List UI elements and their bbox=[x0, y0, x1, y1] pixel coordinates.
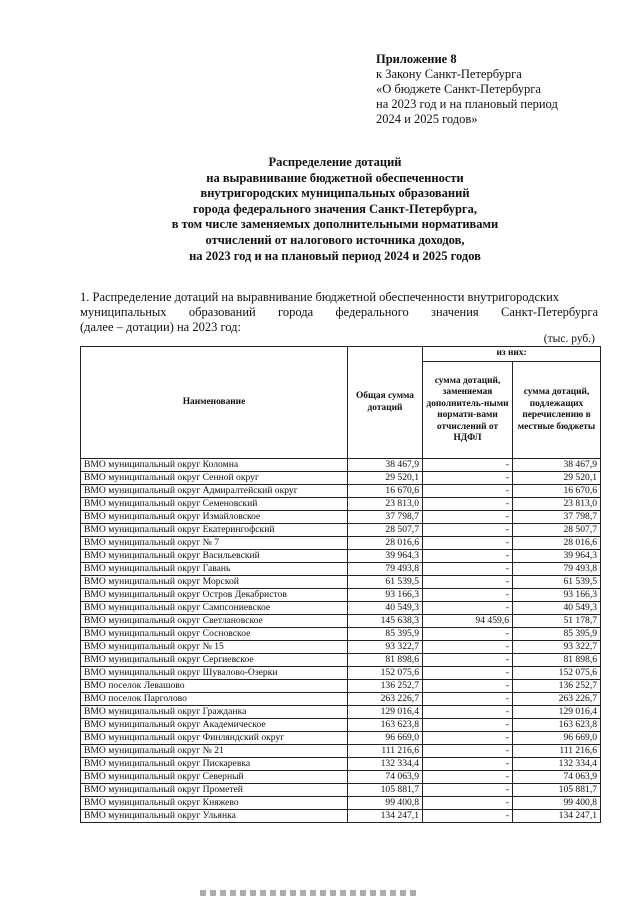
cell-ndfl: - bbox=[423, 641, 513, 654]
table-row bbox=[81, 472, 601, 485]
cell-ndfl: - bbox=[423, 537, 513, 550]
table-row bbox=[81, 511, 601, 524]
table-row bbox=[81, 810, 601, 823]
cell-local: 132 334,4 bbox=[513, 758, 601, 771]
cell-name: ВМО муниципальный округ Северный bbox=[81, 771, 348, 784]
cell-total: 96 669,0 bbox=[348, 732, 423, 745]
cell-name: ВМО муниципальный округ Васильевский bbox=[81, 550, 348, 563]
cell-local: 136 252,7 bbox=[513, 680, 601, 693]
cell-ndfl: - bbox=[423, 511, 513, 524]
cell-total: 134 247,1 bbox=[348, 810, 423, 823]
cell-total: 129 016,4 bbox=[348, 706, 423, 719]
cell-name: ВМО муниципальный округ Финляндский округ bbox=[81, 732, 348, 745]
paragraph-line: 1. Распределение дотаций на выравнивание бюджетной обеспеченности внутригородских bbox=[80, 290, 560, 304]
cell-name: ВМО муниципальный округ № 21 bbox=[81, 745, 348, 758]
cell-ndfl: - bbox=[423, 784, 513, 797]
table-row bbox=[81, 498, 601, 511]
subsidies-table bbox=[80, 346, 601, 823]
cell-ndfl: - bbox=[423, 589, 513, 602]
cell-total: 61 539,5 bbox=[348, 576, 423, 589]
table-body bbox=[81, 459, 601, 823]
cell-ndfl: - bbox=[423, 667, 513, 680]
appendix-block bbox=[376, 52, 626, 127]
cell-local: 163 623,8 bbox=[513, 719, 601, 732]
cell-total: 39 964,3 bbox=[348, 550, 423, 563]
heading-line: Распределение дотаций bbox=[268, 155, 402, 169]
table-row bbox=[81, 693, 601, 706]
cell-total: 37 798,7 bbox=[348, 511, 423, 524]
cell-total: 81 898,6 bbox=[348, 654, 423, 667]
cell-local: 39 964,3 bbox=[513, 550, 601, 563]
table-row bbox=[81, 537, 601, 550]
cell-total: 93 166,3 bbox=[348, 589, 423, 602]
table-row bbox=[81, 524, 601, 537]
table-row bbox=[81, 589, 601, 602]
table-row bbox=[81, 550, 601, 563]
cell-ndfl: - bbox=[423, 719, 513, 732]
cell-name: ВМО муниципальный округ Сергиевское bbox=[81, 654, 348, 667]
heading-line: в том числе заменяемых дополнительными нормативами bbox=[171, 217, 499, 232]
cell-local: 111 216,6 bbox=[513, 745, 601, 758]
table-row bbox=[81, 784, 601, 797]
cell-local: 105 881,7 bbox=[513, 784, 601, 797]
cell-total: 38 467,9 bbox=[348, 459, 423, 472]
table-row bbox=[81, 719, 601, 732]
cell-name: ВМО муниципальный округ Морской bbox=[81, 576, 348, 589]
cell-total: 111 216,6 bbox=[348, 745, 423, 758]
table-row bbox=[81, 771, 601, 784]
cell-name: ВМО муниципальный округ № 7 bbox=[81, 537, 348, 550]
cell-total: 28 507,7 bbox=[348, 524, 423, 537]
cell-ndfl: - bbox=[423, 771, 513, 784]
cell-ndfl: - bbox=[423, 524, 513, 537]
cell-name: ВМО муниципальный округ Светлановское bbox=[81, 615, 348, 628]
cell-name: ВМО муниципальный округ Екатерингофский bbox=[81, 524, 348, 537]
cell-ndfl: - bbox=[423, 745, 513, 758]
column-header-of-which: из них: bbox=[423, 347, 601, 362]
cell-name: ВМО муниципальный округ Семеновский bbox=[81, 498, 348, 511]
cell-total: 99 400,8 bbox=[348, 797, 423, 810]
cell-local: 85 395,9 bbox=[513, 628, 601, 641]
cell-local: 38 467,9 bbox=[513, 459, 601, 472]
table-row bbox=[81, 667, 601, 680]
cell-ndfl: - bbox=[423, 485, 513, 498]
cell-local: 263 226,7 bbox=[513, 693, 601, 706]
column-header-ndfl: сумма дотаций, заменяемая дополнитель-ными нормати-вами отчислений от НДФЛ bbox=[423, 362, 513, 459]
cell-local: 93 322,7 bbox=[513, 641, 601, 654]
appendix-line: «О бюджете Санкт-Петербурга bbox=[376, 82, 541, 96]
cell-total: 136 252,7 bbox=[348, 680, 423, 693]
cell-total: 105 881,7 bbox=[348, 784, 423, 797]
cell-ndfl: - bbox=[423, 706, 513, 719]
paragraph-line: (далее – дотации) на 2023 год: bbox=[80, 320, 242, 334]
cell-name: ВМО муниципальный округ Гавань bbox=[81, 563, 348, 576]
cell-name: ВМО муниципальный округ Сосновское bbox=[81, 628, 348, 641]
cell-local: 28 507,7 bbox=[513, 524, 601, 537]
cell-local: 79 493,8 bbox=[513, 563, 601, 576]
cell-ndfl: - bbox=[423, 693, 513, 706]
heading-line: города федерального значения Санкт-Петербурга, bbox=[193, 201, 477, 216]
cell-name: ВМО муниципальный округ Академическое bbox=[81, 719, 348, 732]
cell-local: 37 798,7 bbox=[513, 511, 601, 524]
cell-ndfl: 94 459,6 bbox=[423, 615, 513, 628]
cell-total: 23 813,0 bbox=[348, 498, 423, 511]
cell-name: ВМО муниципальный округ Остров Декабристов bbox=[81, 589, 348, 602]
cell-ndfl: - bbox=[423, 498, 513, 511]
table-row bbox=[81, 654, 601, 667]
table-row bbox=[81, 615, 601, 628]
table-row bbox=[81, 732, 601, 745]
cell-ndfl: - bbox=[423, 758, 513, 771]
cell-local: 99 400,8 bbox=[513, 797, 601, 810]
cell-ndfl: - bbox=[423, 732, 513, 745]
cell-name: ВМО муниципальный округ Сенной округ bbox=[81, 472, 348, 485]
table-row bbox=[81, 797, 601, 810]
appendix-title: Приложение 8 bbox=[376, 52, 457, 66]
cell-total: 152 075,6 bbox=[348, 667, 423, 680]
heading-line: отчислений от налогового источника доходов, bbox=[205, 232, 465, 247]
cell-local: 81 898,6 bbox=[513, 654, 601, 667]
cell-name: ВМО муниципальный округ Прометей bbox=[81, 784, 348, 797]
cell-name: ВМО муниципальный округ Адмиралтейский округ bbox=[81, 485, 348, 498]
appendix-line: к Закону Санкт-Петербурга bbox=[376, 67, 522, 81]
heading-line: внутригородских муниципальных образований bbox=[200, 186, 470, 201]
cell-local: 152 075,6 bbox=[513, 667, 601, 680]
document-heading bbox=[80, 155, 590, 264]
table-row bbox=[81, 745, 601, 758]
cell-local: 134 247,1 bbox=[513, 810, 601, 823]
appendix-line: на 2023 год и на плановый период bbox=[376, 97, 558, 111]
cell-local: 40 549,3 bbox=[513, 602, 601, 615]
cell-total: 79 493,8 bbox=[348, 563, 423, 576]
table-row bbox=[81, 680, 601, 693]
cell-name: ВМО муниципальный округ № 15 bbox=[81, 641, 348, 654]
cell-local: 16 670,6 bbox=[513, 485, 601, 498]
cell-ndfl: - bbox=[423, 550, 513, 563]
table-row bbox=[81, 758, 601, 771]
cell-name: ВМО муниципальный округ Шувалово-Озерки bbox=[81, 667, 348, 680]
cell-local: 74 063,9 bbox=[513, 771, 601, 784]
cell-name: ВМО муниципальный округ Княжево bbox=[81, 797, 348, 810]
cell-total: 163 623,8 bbox=[348, 719, 423, 732]
cell-total: 16 670,6 bbox=[348, 485, 423, 498]
cell-ndfl: - bbox=[423, 797, 513, 810]
appendix-line: 2024 и 2025 годов» bbox=[376, 112, 478, 126]
column-header-local-budget: сумма дотаций, подлежащих перечислению в местные бюджеты bbox=[513, 362, 601, 459]
cell-ndfl: - bbox=[423, 459, 513, 472]
cell-name: ВМО муниципальный округ Сампсониевское bbox=[81, 602, 348, 615]
cell-total: 29 520,1 bbox=[348, 472, 423, 485]
table-row bbox=[81, 563, 601, 576]
cell-local: 96 669,0 bbox=[513, 732, 601, 745]
heading-line: на 2023 год и на плановый период 2024 и 2025 годов bbox=[189, 248, 481, 263]
cell-local: 51 178,7 bbox=[513, 615, 601, 628]
table-row bbox=[81, 485, 601, 498]
table-row bbox=[81, 576, 601, 589]
cell-total: 145 638,3 bbox=[348, 615, 423, 628]
cell-name: ВМО поселок Левашово bbox=[81, 680, 348, 693]
cell-ndfl: - bbox=[423, 810, 513, 823]
cell-name: ВМО поселок Парголово bbox=[81, 693, 348, 706]
page-footer-marks bbox=[200, 890, 420, 896]
cell-local: 93 166,3 bbox=[513, 589, 601, 602]
cell-total: 132 334,4 bbox=[348, 758, 423, 771]
cell-ndfl: - bbox=[423, 680, 513, 693]
cell-name: ВМО муниципальный округ Ульянка bbox=[81, 810, 348, 823]
cell-ndfl: - bbox=[423, 563, 513, 576]
cell-ndfl: - bbox=[423, 602, 513, 615]
cell-total: 74 063,9 bbox=[348, 771, 423, 784]
column-header-name: Наименование bbox=[81, 347, 348, 459]
table-row bbox=[81, 706, 601, 719]
cell-total: 85 395,9 bbox=[348, 628, 423, 641]
cell-name: ВМО муниципальный округ Измайловское bbox=[81, 511, 348, 524]
cell-local: 61 539,5 bbox=[513, 576, 601, 589]
cell-total: 263 226,7 bbox=[348, 693, 423, 706]
units-label: (тыс. руб.) bbox=[543, 333, 595, 345]
cell-local: 28 016,6 bbox=[513, 537, 601, 550]
table-row bbox=[81, 459, 601, 472]
column-header-total: Общая сумма дотаций bbox=[348, 347, 423, 459]
cell-ndfl: - bbox=[423, 472, 513, 485]
paragraph-line: муниципальных образований города федерального значения Санкт-Петербурга bbox=[80, 305, 598, 319]
intro-paragraph bbox=[80, 290, 598, 335]
table-row bbox=[81, 628, 601, 641]
cell-local: 23 813,0 bbox=[513, 498, 601, 511]
cell-name: ВМО муниципальный округ Коломна bbox=[81, 459, 348, 472]
cell-ndfl: - bbox=[423, 628, 513, 641]
cell-name: ВМО муниципальный округ Гражданка bbox=[81, 706, 348, 719]
cell-total: 40 549,3 bbox=[348, 602, 423, 615]
cell-total: 28 016,6 bbox=[348, 537, 423, 550]
cell-local: 129 016,4 bbox=[513, 706, 601, 719]
cell-total: 93 322,7 bbox=[348, 641, 423, 654]
cell-local: 29 520,1 bbox=[513, 472, 601, 485]
cell-name: ВМО муниципальный округ Пискаревка bbox=[81, 758, 348, 771]
table-row bbox=[81, 641, 601, 654]
table-row bbox=[81, 602, 601, 615]
cell-ndfl: - bbox=[423, 576, 513, 589]
cell-ndfl: - bbox=[423, 654, 513, 667]
heading-line: на выравнивание бюджетной обеспеченности bbox=[206, 170, 464, 185]
